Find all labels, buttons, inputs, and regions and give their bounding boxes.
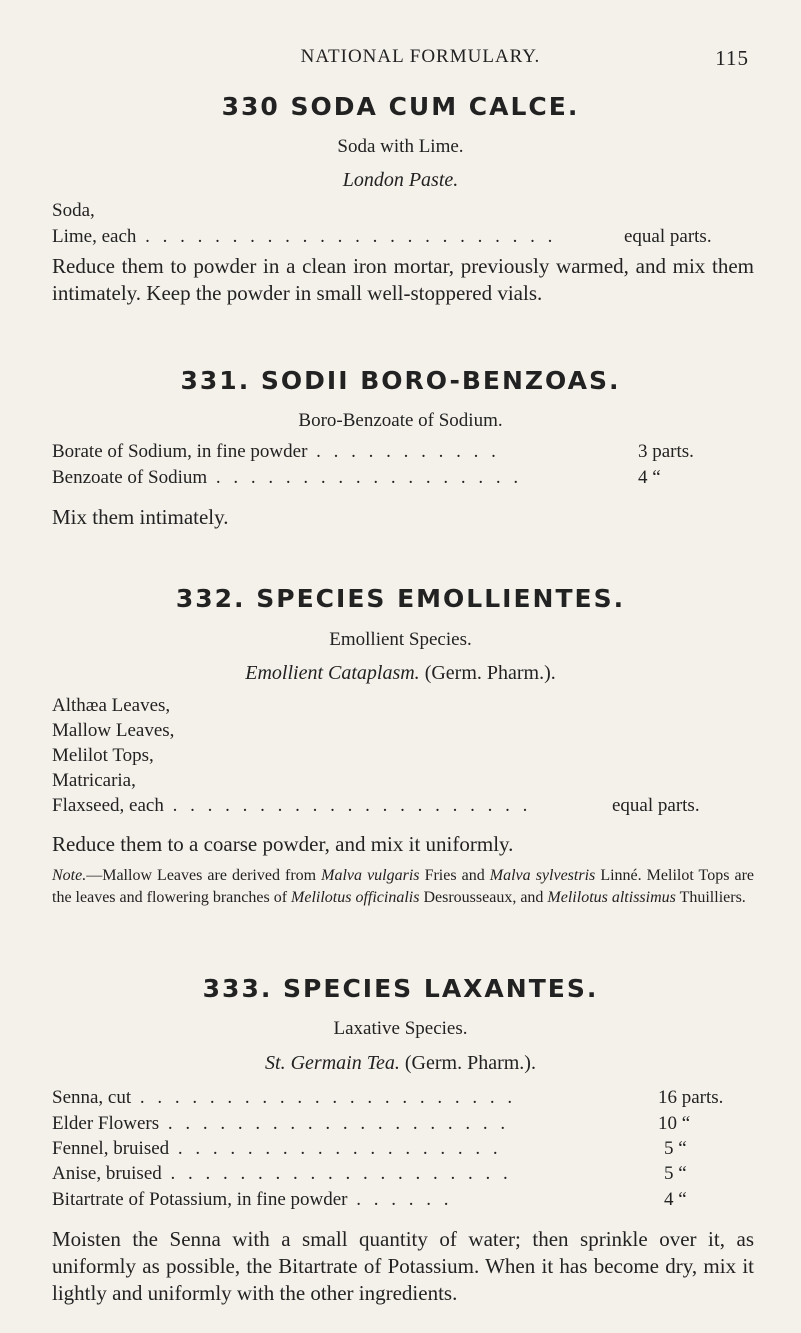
amount-borate: 3 parts.	[638, 441, 694, 462]
running-head	[0, 46, 801, 68]
ingredient-anise: Anise, bruised . . . . . . . . . . . . . . . . . . . .	[52, 1163, 512, 1184]
amount-anise: 5 “	[664, 1163, 687, 1184]
amount-elder-flowers: 10 “	[658, 1113, 691, 1134]
heading-333: 333. SPECIES LAXANTES.	[202, 974, 599, 1003]
paragraph-332: Reduce them to a coarse powder, and mix it uniformly.	[52, 832, 514, 856]
amount-senna: 16 parts.	[658, 1087, 724, 1108]
paragraph-331: Mix them intimately.	[52, 505, 229, 529]
ingredient-mallow-leaves: Mallow Leaves,	[52, 720, 175, 741]
paragraph-333: Moisten the Senna with a small quantity of water; then sprinkle over it, as uniformly as possible, the Bitartrate of Potassium. When it has become dry, mix it lightly and uniformly with the other ingredients.	[52, 1227, 754, 1305]
heading-330: 330 SODA CUM CALCE.	[221, 92, 580, 121]
subtitle-332: Emollient Species.	[329, 629, 472, 650]
heading-331: 331. SODII BORO-BENZOAS.	[180, 366, 621, 395]
amount-bitartrate: 4 “	[664, 1189, 687, 1210]
ingredient-matricaria: Matricaria,	[52, 770, 136, 791]
page-number: 115	[715, 46, 749, 70]
ingredient-fennel: Fennel, bruised . . . . . . . . . . . . . . . . . . .	[52, 1138, 502, 1159]
paragraph-330: Reduce them to powder in a clean iron mortar, previously warmed, and mix them intimately. Keep the powder in small well-stoppered vials.	[52, 254, 754, 305]
amount-lime: equal parts.	[624, 226, 712, 247]
subtitle-330: Soda with Lime.	[337, 136, 464, 157]
synonym-333: St. Germain Tea. (Germ. Pharm.).	[265, 1052, 536, 1074]
ingredient-melilot-tops: Melilot Tops,	[52, 745, 154, 766]
amount-fennel: 5 “	[664, 1138, 687, 1159]
ingredient-althaea-leaves: Althæa Leaves,	[52, 695, 171, 716]
ingredient-borate-of-sodium: Borate of Sodium, in fine powder . . . . . . . . . . .	[52, 441, 500, 462]
ingredient-elder-flowers: Elder Flowers . . . . . . . . . . . . . . . . . . . .	[52, 1113, 510, 1134]
subtitle-331: Boro-Benzoate of Sodium.	[298, 410, 503, 431]
amount-flaxseed: equal parts.	[612, 795, 700, 816]
ingredient-bitartrate: Bitartrate of Potassium, in fine powder . . . . . .	[52, 1189, 453, 1210]
amount-benzoate: 4 “	[638, 467, 661, 488]
ingredient-senna: Senna, cut . . . . . . . . . . . . . . . . . . . . . .	[52, 1087, 517, 1108]
ingredient-soda: Soda,	[52, 200, 95, 221]
ingredient-lime: Lime, each . . . . . . . . . . . . . . . . . . . . . . . .	[52, 226, 557, 247]
subtitle-333: Laxative Species.	[333, 1018, 468, 1039]
heading-332: 332. SPECIES EMOLLIENTES.	[175, 584, 626, 613]
synonym-332: Emollient Cataplasm. (Germ. Pharm.).	[245, 662, 556, 684]
ingredient-flaxseed: Flaxseed, each . . . . . . . . . . . . . . . . . . . . .	[52, 795, 532, 816]
running-title: NATIONAL FORMULARY.	[300, 46, 541, 67]
ingredient-benzoate-of-sodium: Benzoate of Sodium . . . . . . . . . . . . . . . . . .	[52, 467, 523, 488]
synonym-330: London Paste.	[342, 169, 459, 191]
note-332: Note.—Mallow Leaves are derived from Malva vulgaris Fries and Malva sylvestris Linné. Melilot Tops are the leaves and flowering branches of Melilotus officinalis Desrousseaux, and Melilotus altissimus Thuilliers.	[52, 867, 755, 906]
